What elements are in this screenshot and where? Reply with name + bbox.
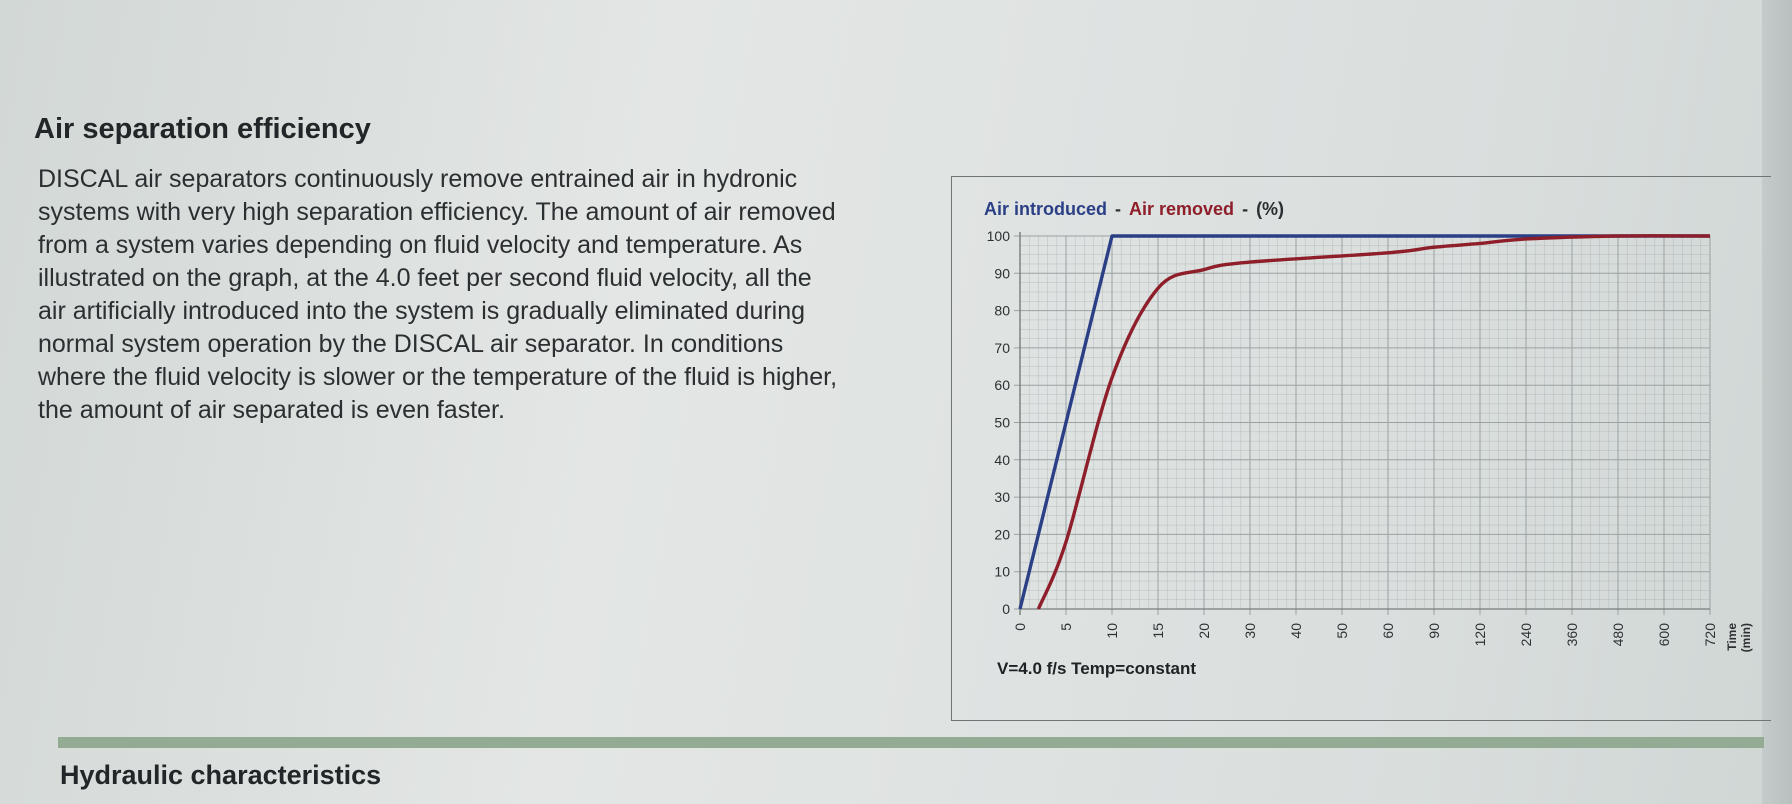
section-divider	[58, 737, 1764, 748]
x-axis-label: (min)	[1739, 623, 1753, 653]
body-line: air artificially introduced into the system is gradually eliminated during	[38, 297, 806, 325]
x-tick-label: 360	[1564, 623, 1580, 647]
x-tick-label: 10	[1104, 623, 1120, 639]
x-tick-label: 120	[1472, 623, 1488, 647]
x-axis-label: Time	[1725, 623, 1739, 651]
y-tick-label: 30	[994, 489, 1010, 506]
x-tick-label: 60	[1380, 623, 1396, 639]
y-tick-label: 40	[994, 451, 1010, 468]
body-line: DISCAL air separators continuously remove entrained air in hydronic	[38, 165, 798, 193]
x-tick-label: 90	[1426, 623, 1442, 639]
y-tick-label: 0	[1002, 601, 1010, 617]
body-line: from a system varies depending on fluid velocity and temperature. As	[38, 231, 803, 259]
y-tick-label: 10	[994, 563, 1010, 580]
body-line: the amount of air separated is even faster.	[38, 396, 505, 424]
body-paragraph	[38, 163, 878, 427]
chart-footnote: V=4.0 f/s Temp=constant	[997, 659, 1197, 678]
x-tick-label: 240	[1518, 623, 1534, 647]
y-tick-label: 100	[986, 228, 1010, 244]
body-line: where the fluid velocity is slower or the temperature of the fluid is higher,	[38, 363, 838, 391]
y-tick-label: 50	[994, 414, 1010, 431]
x-tick-label: 40	[1288, 623, 1304, 639]
x-tick-label: 600	[1656, 623, 1672, 647]
x-tick-label: 50	[1334, 623, 1350, 639]
y-tick-label: 80	[994, 302, 1010, 319]
chart-title-part: Air removed	[1129, 199, 1235, 219]
x-tick-label: 15	[1150, 623, 1166, 639]
x-tick-label: 0	[1012, 623, 1028, 631]
x-tick-label: 480	[1610, 623, 1626, 647]
y-tick-label: 90	[994, 265, 1010, 282]
chart-title-part: -	[1242, 199, 1249, 219]
body-line: illustrated on the graph, at the 4.0 feet per second fluid velocity, all the	[38, 264, 812, 292]
chart-title-part: Air introduced	[984, 199, 1108, 219]
y-tick-label: 60	[994, 377, 1010, 394]
y-tick-label: 20	[994, 526, 1010, 543]
next-section-title: Hydraulic characteristics	[60, 760, 382, 790]
body-line: systems with very high separation efficiency. The amount of air removed	[38, 198, 836, 226]
body-line: normal system operation by the DISCAL air separator. In conditions	[38, 330, 784, 358]
section-title: Air separation efficiency	[34, 113, 371, 145]
chart-title	[984, 199, 1284, 219]
chart-title-part: -	[1115, 199, 1122, 219]
x-tick-label: 5	[1058, 623, 1074, 631]
x-tick-label: 720	[1702, 623, 1718, 647]
chart-title-part: (%)	[1256, 199, 1285, 219]
y-tick-label: 70	[994, 339, 1010, 356]
x-tick-label: 30	[1242, 623, 1258, 639]
x-tick-label: 20	[1196, 623, 1212, 639]
air-separation-chart	[951, 176, 1771, 721]
